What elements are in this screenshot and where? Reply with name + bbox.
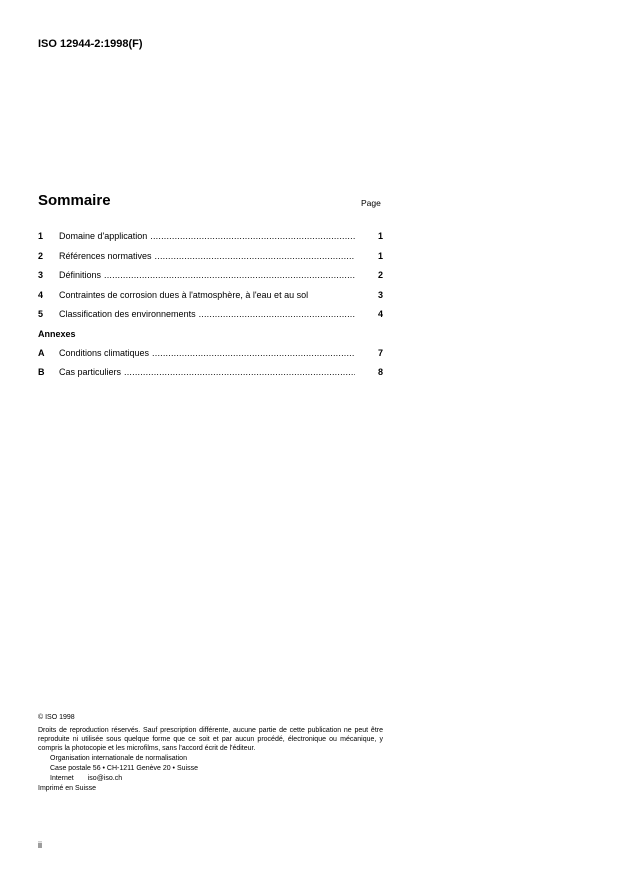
- toc-entry-number: 2: [38, 250, 44, 261]
- page-number: ii: [38, 840, 42, 850]
- toc-entry-label: Contraintes de corrosion dues à l'atmosphère, à l'eau et au sol: [59, 289, 309, 300]
- toc-entry-label: Références normatives: [59, 250, 152, 261]
- dot-leader: [152, 348, 355, 358]
- toc-entry-2[interactable]: [38, 251, 383, 271]
- toc-entry-number: 4: [38, 289, 44, 300]
- toc-entry-label: Domaine d'application: [59, 231, 148, 241]
- toc-entry-4[interactable]: [38, 290, 383, 310]
- toc-entry-number: 1: [38, 231, 44, 241]
- toc-entry-5[interactable]: [38, 309, 383, 329]
- annexes-heading: Annexes: [38, 328, 76, 339]
- dot-leader: [155, 251, 355, 261]
- legal-text: Droits de reproduction réservés. Sauf prescription différente, aucune partie de cette publication ne peut être reproduite ni utilisée sous quelque forme que ce soit et par aucun procédé, électronique ou mécanique, y compris la photocopie et les microfilms, sans l'accord écrit de l'éditeur.: [38, 727, 383, 752]
- toc-entry-1[interactable]: [38, 231, 383, 251]
- toc-title: Sommaire: [38, 192, 111, 209]
- copyright-line: © ISO 1998: [38, 714, 75, 721]
- document-id: ISO 12944-2:1998(F): [38, 38, 143, 50]
- toc-entry-label: Cas particuliers: [59, 367, 122, 377]
- toc-annex-a[interactable]: [38, 348, 383, 368]
- toc-entry-page: 7: [377, 347, 383, 358]
- toc-entry-label: Classification des environnements: [59, 309, 196, 319]
- postal-address: Case postale 56 • CH-1211 Genève 20 • Suisse: [50, 765, 198, 772]
- toc-entry-number: A: [38, 347, 45, 358]
- toc-entry-number: B: [38, 367, 45, 377]
- toc-entry-page: 2: [377, 270, 383, 280]
- internet-label: Internet: [50, 775, 74, 782]
- organization-name: Organisation internationale de normalisation: [50, 755, 187, 762]
- toc-entry-label: Conditions climatiques: [59, 347, 150, 358]
- dot-leader: [199, 309, 355, 319]
- toc-entry-page: 8: [377, 367, 383, 377]
- dot-leader: [104, 270, 355, 280]
- toc-entry-3[interactable]: [38, 270, 383, 290]
- dot-leader: [124, 367, 355, 377]
- printed-in: Imprimé en Suisse: [38, 785, 96, 792]
- internet-line: [38, 774, 383, 783]
- copyright-notice: [38, 713, 383, 793]
- toc-entry-page: 1: [377, 250, 383, 261]
- toc-entry-number: 5: [38, 309, 44, 319]
- toc-page-column-label: Page: [361, 198, 381, 208]
- internet-email[interactable]: iso@iso.ch: [87, 775, 123, 782]
- table-of-contents: [38, 231, 383, 387]
- toc-entry-page: 3: [377, 289, 383, 300]
- dot-leader: [150, 231, 355, 241]
- toc-entry-page: 4: [377, 309, 383, 319]
- toc-entry-label: Définitions: [59, 270, 102, 280]
- toc-entry-number: 3: [38, 270, 44, 280]
- toc-entry-page: 1: [377, 231, 383, 241]
- toc-annex-b[interactable]: [38, 367, 383, 387]
